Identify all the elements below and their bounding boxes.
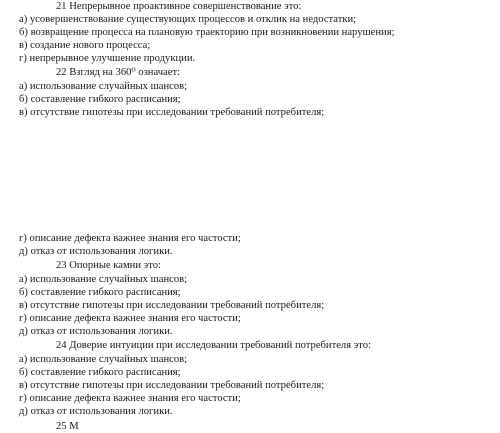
question-22-option-e: д) отказ от использования логики. bbox=[19, 246, 173, 257]
question-24-option-c: в) отсутствие гипотезы при исследовании требований потребителя; bbox=[19, 380, 325, 391]
question-22-title: 22 Взгляд на 360⁰ означает: bbox=[56, 67, 181, 78]
question-21-title: 21 Непрерывное проактивное совершенствование это: bbox=[56, 1, 302, 12]
cut-off-line-container bbox=[0, 412, 500, 432]
question-23-option-b: б) составление гибкого расписания; bbox=[19, 287, 181, 298]
question-23-option-d: г) описание дефекта важнее знания его частости; bbox=[19, 313, 241, 324]
question-22-option-b: б) составление гибкого расписания; bbox=[19, 94, 181, 105]
question-24-option-d: г) описание дефекта важнее знания его частости; bbox=[19, 393, 241, 404]
question-22-option-c: в) отсутствие гипотезы при исследовании требований потребителя; bbox=[19, 107, 325, 118]
question-21-option-d: г) непрерывное улучшение продукции. bbox=[19, 53, 196, 64]
question-23-option-e: д) отказ от использования логики. bbox=[19, 326, 173, 337]
question-24-option-a: а) использование случайных шансов; bbox=[19, 354, 188, 365]
question-21-option-a: а) усовершенствование существующих процессов и отклик на недостатки; bbox=[19, 14, 357, 25]
question-23-option-c: в) отсутствие гипотезы при исследовании требований потребителя; bbox=[19, 300, 325, 311]
question-24-option-e: д) отказ от использования логики. bbox=[19, 406, 173, 417]
question-22-option-d: г) описание дефекта важнее знания его частости; bbox=[19, 233, 241, 244]
question-23-option-a: а) использование случайных шансов; bbox=[19, 274, 188, 285]
question-22-option-a: а) использование случайных шансов; bbox=[19, 81, 188, 92]
question-25-title-partial: 25 М bbox=[56, 421, 79, 432]
question-21-option-c: в) создание нового процесса; bbox=[19, 40, 151, 51]
question-24-option-b: б) составление гибкого расписания; bbox=[19, 367, 181, 378]
question-23-title: 23 Опорные камни это: bbox=[56, 260, 161, 271]
question-24-title: 24 Доверие интуиции при исследовании требований потребителя это: bbox=[56, 340, 372, 351]
question-21-option-b: б) возвращение процесса на плановую траекторию при возникновении нарушения; bbox=[19, 27, 395, 38]
